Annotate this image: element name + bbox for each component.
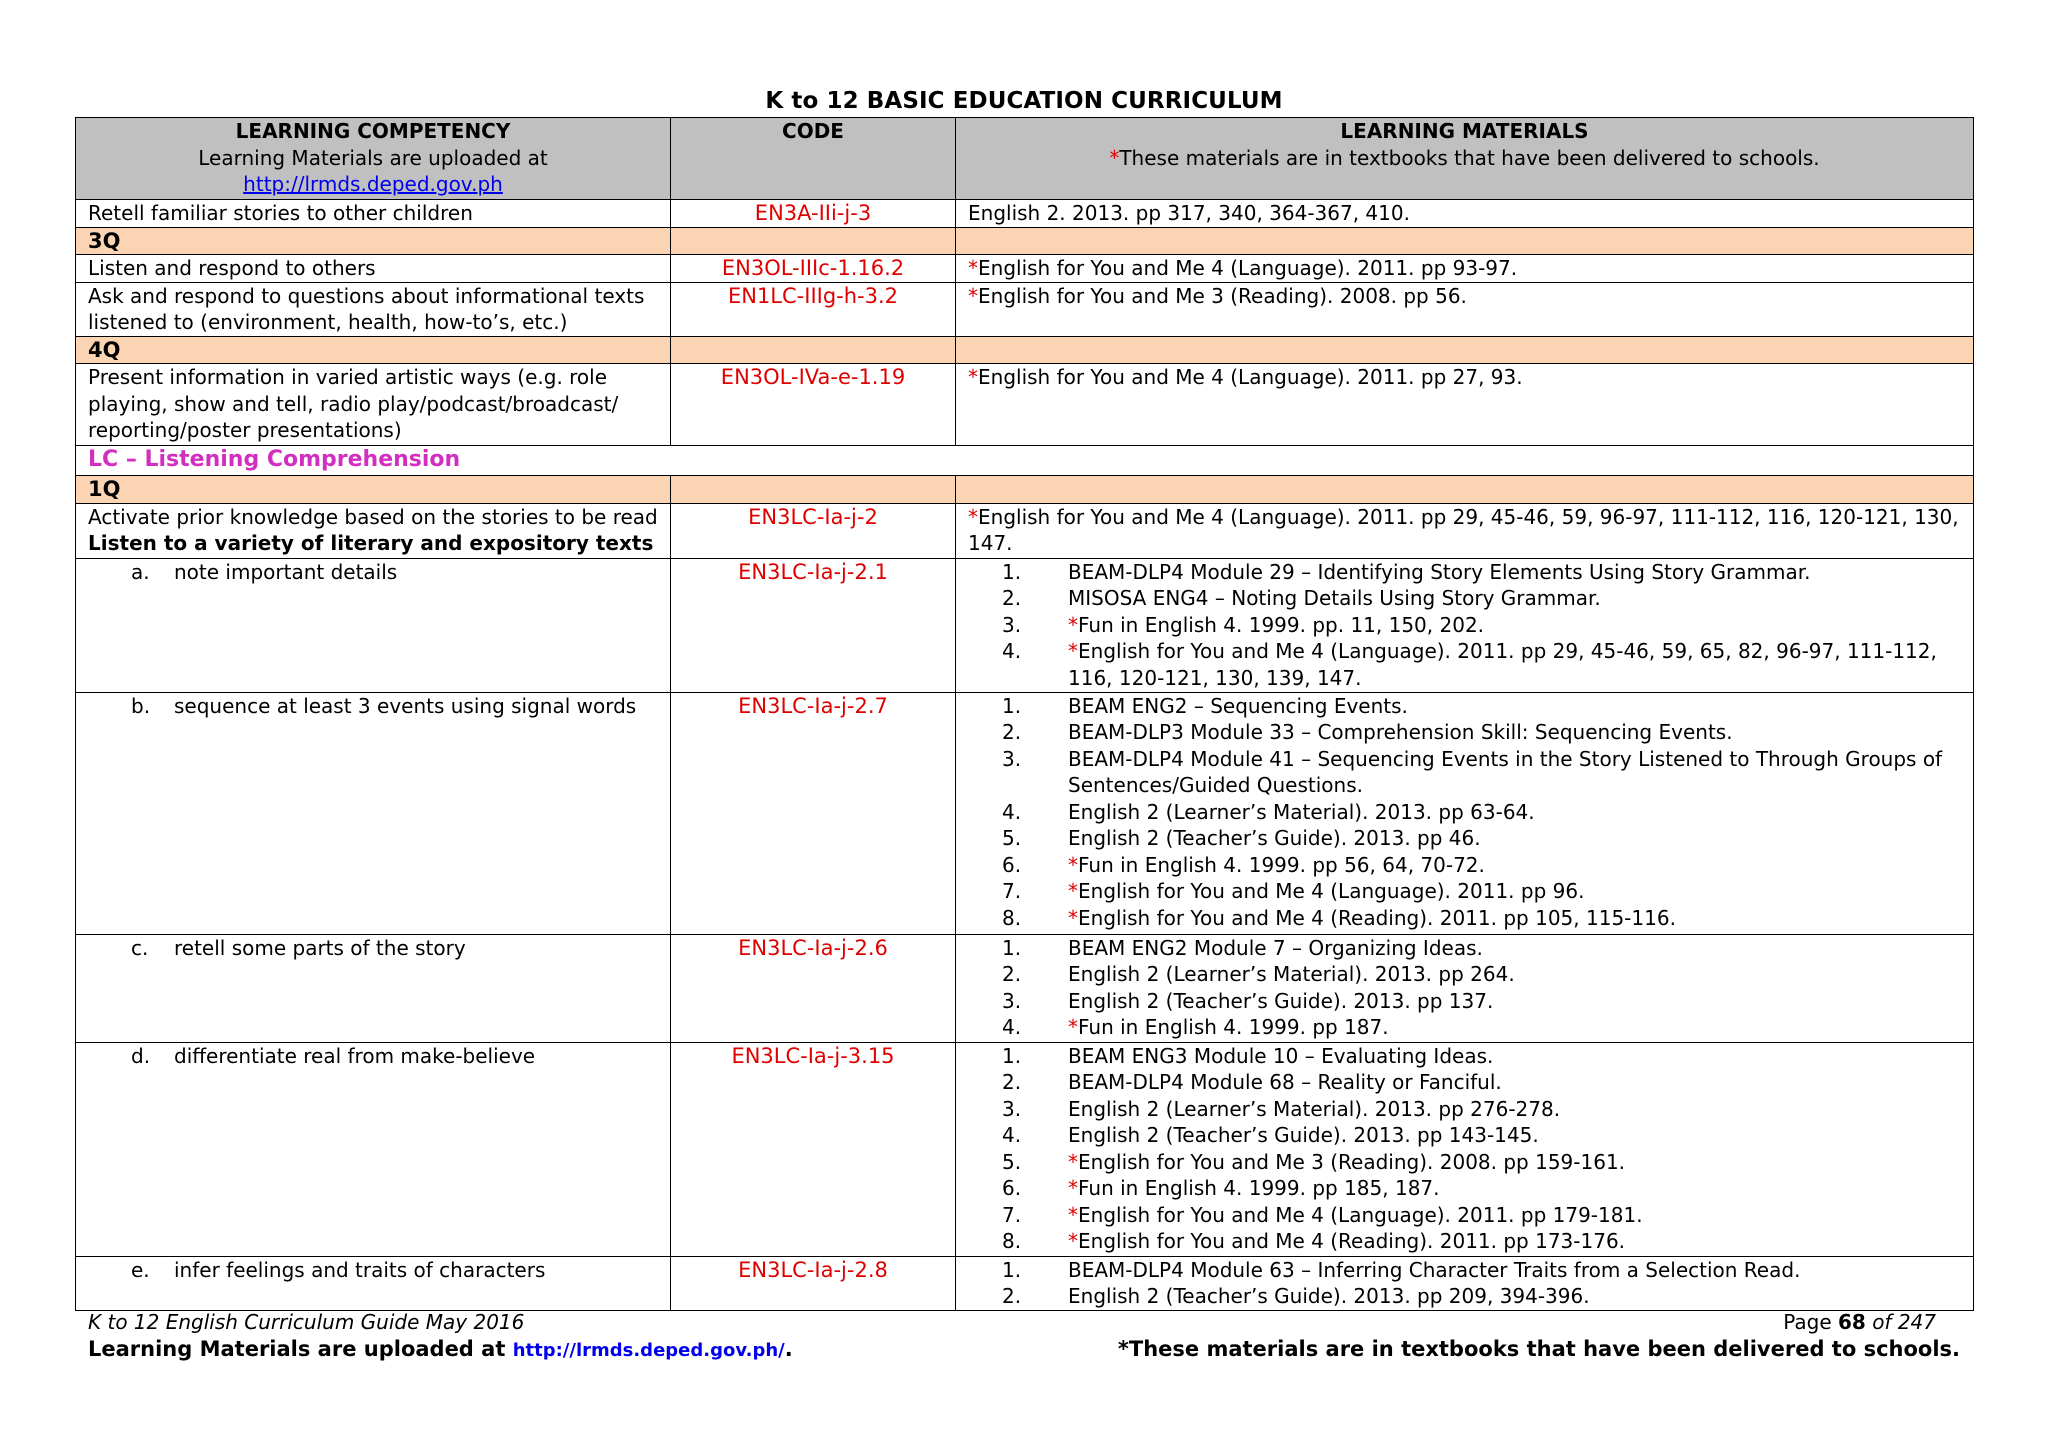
list-number: 2. 2. (1002, 720, 1022, 744)
material-list-item (1002, 1228, 1961, 1255)
header-materials-star: * (1109, 145, 1120, 170)
competency-text: sequence at least 3 events using signal words (174, 693, 637, 718)
list-number: 2. 2. (1002, 1284, 1022, 1308)
quarter-empty-cell (671, 227, 956, 255)
competency-text: Activate prior knowledge based on the stories to be read (88, 504, 658, 529)
textbook-star: * (1068, 1229, 1078, 1253)
material-text: BEAM ENG3 Module 10 – Evaluating Ideas. (1068, 1043, 1494, 1068)
textbook-star: * (968, 283, 978, 308)
list-number: 5. 5. (1002, 1149, 1022, 1174)
page-number: 68 (1837, 1310, 1866, 1334)
competency-cell (76, 503, 671, 558)
list-number: 6. 6. (1002, 1176, 1022, 1200)
list-number: 8. 8. (1002, 905, 1022, 930)
list-number: 4. 4. (1002, 799, 1022, 824)
table-row (76, 255, 1974, 283)
materials-cell (956, 503, 1974, 558)
quarter-row (76, 476, 1974, 504)
textbook-star: * (1068, 1202, 1078, 1227)
list-number: 2. 2. (1002, 962, 1022, 986)
table-row (76, 1042, 1974, 1256)
material-text: English for You and Me 4 (Language). 2011. pp 27, 93. (978, 365, 1523, 389)
page-total: of 247 (1872, 1310, 1936, 1334)
material-list-item (1002, 1149, 1961, 1176)
textbook-star: * (1068, 612, 1078, 637)
quarter-row (76, 336, 1974, 364)
material-text: English for You and Me 4 (Language). 2011. pp 29, 45-46, 59, 65, 82, 96-97, 111-112, 116, 120-121, 130, 139, 147. (1068, 639, 1937, 690)
material-text: BEAM-DLP4 Module 68 – Reality or Fanciful. (1068, 1070, 1502, 1094)
competency-cell (76, 1256, 671, 1310)
code-cell: EN3LC-Ia-j-2.6 (671, 934, 956, 1042)
materials-list (968, 935, 1961, 1041)
material-list-item (1002, 1202, 1961, 1229)
material-text: English 2 (Learner’s Material). 2013. pp 276-278. (1068, 1096, 1561, 1121)
list-number: 4. 4. (1002, 1015, 1022, 1039)
materials-cell (956, 282, 1974, 336)
materials-cell (956, 1256, 1974, 1310)
code-cell: EN1LC-IIIg-h-3.2 (671, 282, 956, 336)
list-number: 6. 6. (1002, 852, 1022, 877)
quarter-empty-cell (956, 227, 1974, 255)
list-number: 1. 1. (1002, 693, 1022, 718)
footer-guide-title: K to 12 English Curriculum Guide May 2016 (88, 1310, 525, 1334)
material-list-item (1002, 935, 1961, 962)
textbook-star: * (1068, 905, 1078, 930)
materials-list (968, 1043, 1961, 1255)
competency-cell: Ask and respond to questions about informational texts listened to (environment, health, how-to’s, etc.) (76, 282, 671, 336)
table-row (76, 364, 1974, 446)
textbook-star: * (1068, 852, 1078, 877)
header-competency-note: Learning Materials are uploaded at (198, 145, 548, 170)
material-list-item (1002, 905, 1961, 932)
material-list-item (1002, 1257, 1961, 1284)
quarter-label: 4Q (76, 336, 671, 364)
quarter-label: 1Q (76, 476, 671, 504)
material-text: English 2 (Learner’s Material). 2013. pp 63-64. (1068, 799, 1535, 824)
code-cell: EN3LC-Ia-j-2 (671, 503, 956, 558)
sub-letter: a. (131, 559, 150, 584)
material-text: English 2 (Teacher’s Guide). 2013. pp 143-145. (1068, 1123, 1539, 1147)
material-text: English 2 (Teacher’s Guide). 2013. pp 209, 394-396. (1068, 1284, 1590, 1308)
material-text: English for You and Me 4 (Language). 2011. pp 96. (1078, 879, 1585, 903)
code-cell: EN3OL-IVa-e-1.19 (671, 364, 956, 446)
header-competency-title: LEARNING COMPETENCY (235, 119, 511, 143)
footer-uploaded-prefix: Learning Materials are uploaded at (88, 1337, 506, 1361)
code-cell: EN3LC-Ia-j-2.1 (671, 558, 956, 692)
quarter-empty-cell (671, 336, 956, 364)
footer-uploaded-suffix: . (784, 1337, 793, 1361)
material-list-item (1002, 638, 1961, 691)
code-cell: EN3LC-Ia-j-2.7 (671, 692, 956, 934)
materials-cell: English 2. 2013. pp 317, 340, 364-367, 410. (956, 200, 1974, 228)
material-list-item (1002, 1175, 1961, 1202)
list-number: 2. 2. (1002, 1070, 1022, 1094)
material-text: English for You and Me 4 (Reading). 2011. pp 173-176. (1078, 1229, 1626, 1253)
header-code (671, 118, 956, 200)
textbook-star: * (1068, 1176, 1078, 1200)
list-number: 3. 3. (1002, 612, 1022, 637)
code-cell: EN3LC-Ia-j-3.15 (671, 1042, 956, 1256)
material-list-item (1002, 878, 1961, 905)
material-list-item (1002, 719, 1961, 746)
list-number: 7. 7. (1002, 879, 1022, 903)
material-list-item (1002, 559, 1961, 586)
list-number: 4. 4. (1002, 639, 1022, 663)
table-row (76, 282, 1974, 336)
section-heading-cell (76, 446, 1974, 476)
table-row (76, 934, 1974, 1042)
material-list-item (1002, 612, 1961, 639)
competency-cell (76, 692, 671, 934)
textbook-star: * (1068, 639, 1078, 663)
material-list-item (1002, 799, 1961, 826)
material-list-item (1002, 693, 1961, 720)
list-number: 4. 4. (1002, 1123, 1022, 1147)
material-text: Fun in English 4. 1999. pp. 11, 150, 202. (1078, 612, 1485, 637)
material-list-item (1002, 1043, 1961, 1070)
material-list-item (1002, 988, 1961, 1015)
table-row (76, 1256, 1974, 1310)
textbook-star: * (1068, 1149, 1078, 1174)
header-materials-note: These materials are in textbooks that have been delivered to schools. (1119, 145, 1820, 170)
table-row (76, 503, 1974, 558)
material-list-item (1002, 961, 1961, 988)
material-text: English for You and Me 4 (Language). 2011. pp 93-97. (978, 256, 1518, 280)
competency-cell (76, 934, 671, 1042)
page-title: K to 12 BASIC EDUCATION CURRICULUM (765, 88, 1283, 114)
textbook-star: * (1068, 879, 1078, 903)
sub-letter: d. (131, 1043, 151, 1068)
competency-cell: Retell familiar stories to other children (76, 200, 671, 228)
quarter-row (76, 227, 1974, 255)
competency-text: note important details (174, 559, 398, 584)
material-text: BEAM-DLP4 Module 29 – Identifying Story Elements Using Story Grammar. (1068, 559, 1811, 584)
footer-textbooks-note: *These materials are in textbooks that have been delivered to schools. (1117, 1337, 1960, 1361)
textbook-star: * (968, 256, 978, 280)
materials-cell (956, 692, 1974, 934)
list-number: 5. 5. (1002, 826, 1022, 850)
material-text: BEAM-DLP4 Module 63 – Inferring Character Traits from a Selection Read. (1068, 1257, 1801, 1282)
quarter-label: 3Q (76, 227, 671, 255)
competency-text: infer feelings and traits of characters (174, 1257, 546, 1282)
materials-cell (956, 1042, 1974, 1256)
materials-list (968, 693, 1961, 932)
material-text: English for You and Me 3 (Reading). 2008. pp 56. (978, 283, 1467, 308)
list-number: 8. 8. (1002, 1229, 1022, 1253)
list-number: 3. 3. (1002, 746, 1022, 771)
materials-cell (956, 934, 1974, 1042)
sub-letter: c. (131, 935, 149, 960)
table-header-row (76, 118, 1974, 200)
list-number: 7. 7. (1002, 1202, 1022, 1227)
header-materials (956, 118, 1974, 200)
list-number: 1. 1. (1002, 1257, 1022, 1282)
material-list-item (1002, 1069, 1961, 1096)
textbook-star: * (1068, 1015, 1078, 1039)
code-cell: EN3A-IIi-j-3 (671, 200, 956, 228)
material-text: English for You and Me 3 (Reading). 2008. pp 159-161. (1078, 1149, 1626, 1174)
table-row (76, 558, 1974, 692)
list-number: 3. 3. (1002, 988, 1022, 1013)
section-heading: LC – Listening Comprehension (88, 447, 461, 472)
footer-page-number (1783, 1310, 1936, 1334)
materials-list (968, 559, 1961, 692)
table-row (76, 200, 1974, 228)
table-row (76, 692, 1974, 934)
page-label: Page (1783, 1310, 1832, 1334)
list-number: 1. 1. (1002, 1043, 1022, 1068)
footer-lrmds-link[interactable]: http://lrmds.deped.gov.ph/ (512, 1340, 785, 1361)
materials-list (968, 1257, 1961, 1310)
competency-text: retell some parts of the story (174, 935, 466, 960)
quarter-empty-cell (956, 476, 1974, 504)
material-text: English for You and Me 4 (Reading). 2011. pp 105, 115-116. (1078, 905, 1676, 930)
list-number: 1. 1. (1002, 935, 1022, 960)
competency-cell (76, 1042, 671, 1256)
material-list-item (1002, 1014, 1961, 1041)
competency-cell: Present information in varied artistic ways (e.g. role playing, show and tell, radio play/podcast/broadcast/ reporting/poster presentations) (76, 364, 671, 446)
material-text: English 2 (Teacher’s Guide). 2013. pp 46. (1068, 826, 1481, 850)
material-list-item (1002, 852, 1961, 879)
footer-uploaded-note (88, 1337, 793, 1361)
material-text: English for You and Me 4 (Language). 2011. pp 179-181. (1078, 1202, 1643, 1227)
material-text: English 2 (Teacher’s Guide). 2013. pp 137. (1068, 988, 1494, 1013)
materials-cell (956, 558, 1974, 692)
material-text: Fun in English 4. 1999. pp 56, 64, 70-72. (1078, 852, 1485, 877)
competency-text: differentiate real from make-believe (174, 1043, 536, 1068)
list-number: 2. 2. (1002, 586, 1022, 610)
material-list-item (1002, 1283, 1961, 1310)
material-list-item (1002, 825, 1961, 852)
material-text: MISOSA ENG4 – Noting Details Using Story Grammar. (1068, 586, 1601, 610)
competency-cell: Listen and respond to others (76, 255, 671, 283)
material-text: English for You and Me 4 (Language). 2011. pp 29, 45-46, 59, 96-97, 111-112, 116, 120-121, 130, 147. (968, 504, 1959, 555)
quarter-empty-cell (671, 476, 956, 504)
material-text: English 2 (Learner’s Material). 2013. pp 264. (1068, 962, 1515, 986)
competency-bold-text: Listen to a variety of literary and expository texts (88, 531, 654, 555)
section-row (76, 446, 1974, 476)
header-materials-title: LEARNING MATERIALS (1340, 119, 1589, 143)
header-competency (76, 118, 671, 200)
code-cell: EN3OL-IIIc-1.16.2 (671, 255, 956, 283)
competency-cell (76, 558, 671, 692)
code-cell: EN3LC-Ia-j-2.8 (671, 1256, 956, 1310)
materials-cell (956, 255, 1974, 283)
material-text: Fun in English 4. 1999. pp 185, 187. (1078, 1176, 1440, 1200)
list-number: 3. 3. (1002, 1096, 1022, 1121)
header-competency-link[interactable]: http://lrmds.deped.gov.ph (243, 172, 503, 196)
textbook-star: * (968, 504, 978, 529)
textbook-star: * (968, 365, 978, 389)
material-text: BEAM-DLP3 Module 33 – Comprehension Skill: Sequencing Events. (1068, 720, 1733, 744)
material-list-item (1002, 1122, 1961, 1149)
material-list-item (1002, 746, 1961, 799)
material-text: Fun in English 4. 1999. pp 187. (1078, 1015, 1389, 1039)
material-text: BEAM-DLP4 Module 41 – Sequencing Events in the Story Listened to Through Groups of Sentences/Guided Questions. (1068, 746, 1943, 797)
header-code-label: CODE (782, 119, 844, 143)
quarter-empty-cell (956, 336, 1974, 364)
material-list-item (1002, 1096, 1961, 1123)
sub-letter: e. (131, 1257, 150, 1282)
sub-letter: b. (131, 693, 151, 718)
list-number: 1. 1. (1002, 559, 1022, 584)
material-text: BEAM ENG2 – Sequencing Events. (1068, 693, 1408, 718)
material-list-item (1002, 585, 1961, 612)
material-text: BEAM ENG2 Module 7 – Organizing Ideas. (1068, 935, 1483, 960)
curriculum-table (75, 117, 1974, 1311)
materials-cell (956, 364, 1974, 446)
